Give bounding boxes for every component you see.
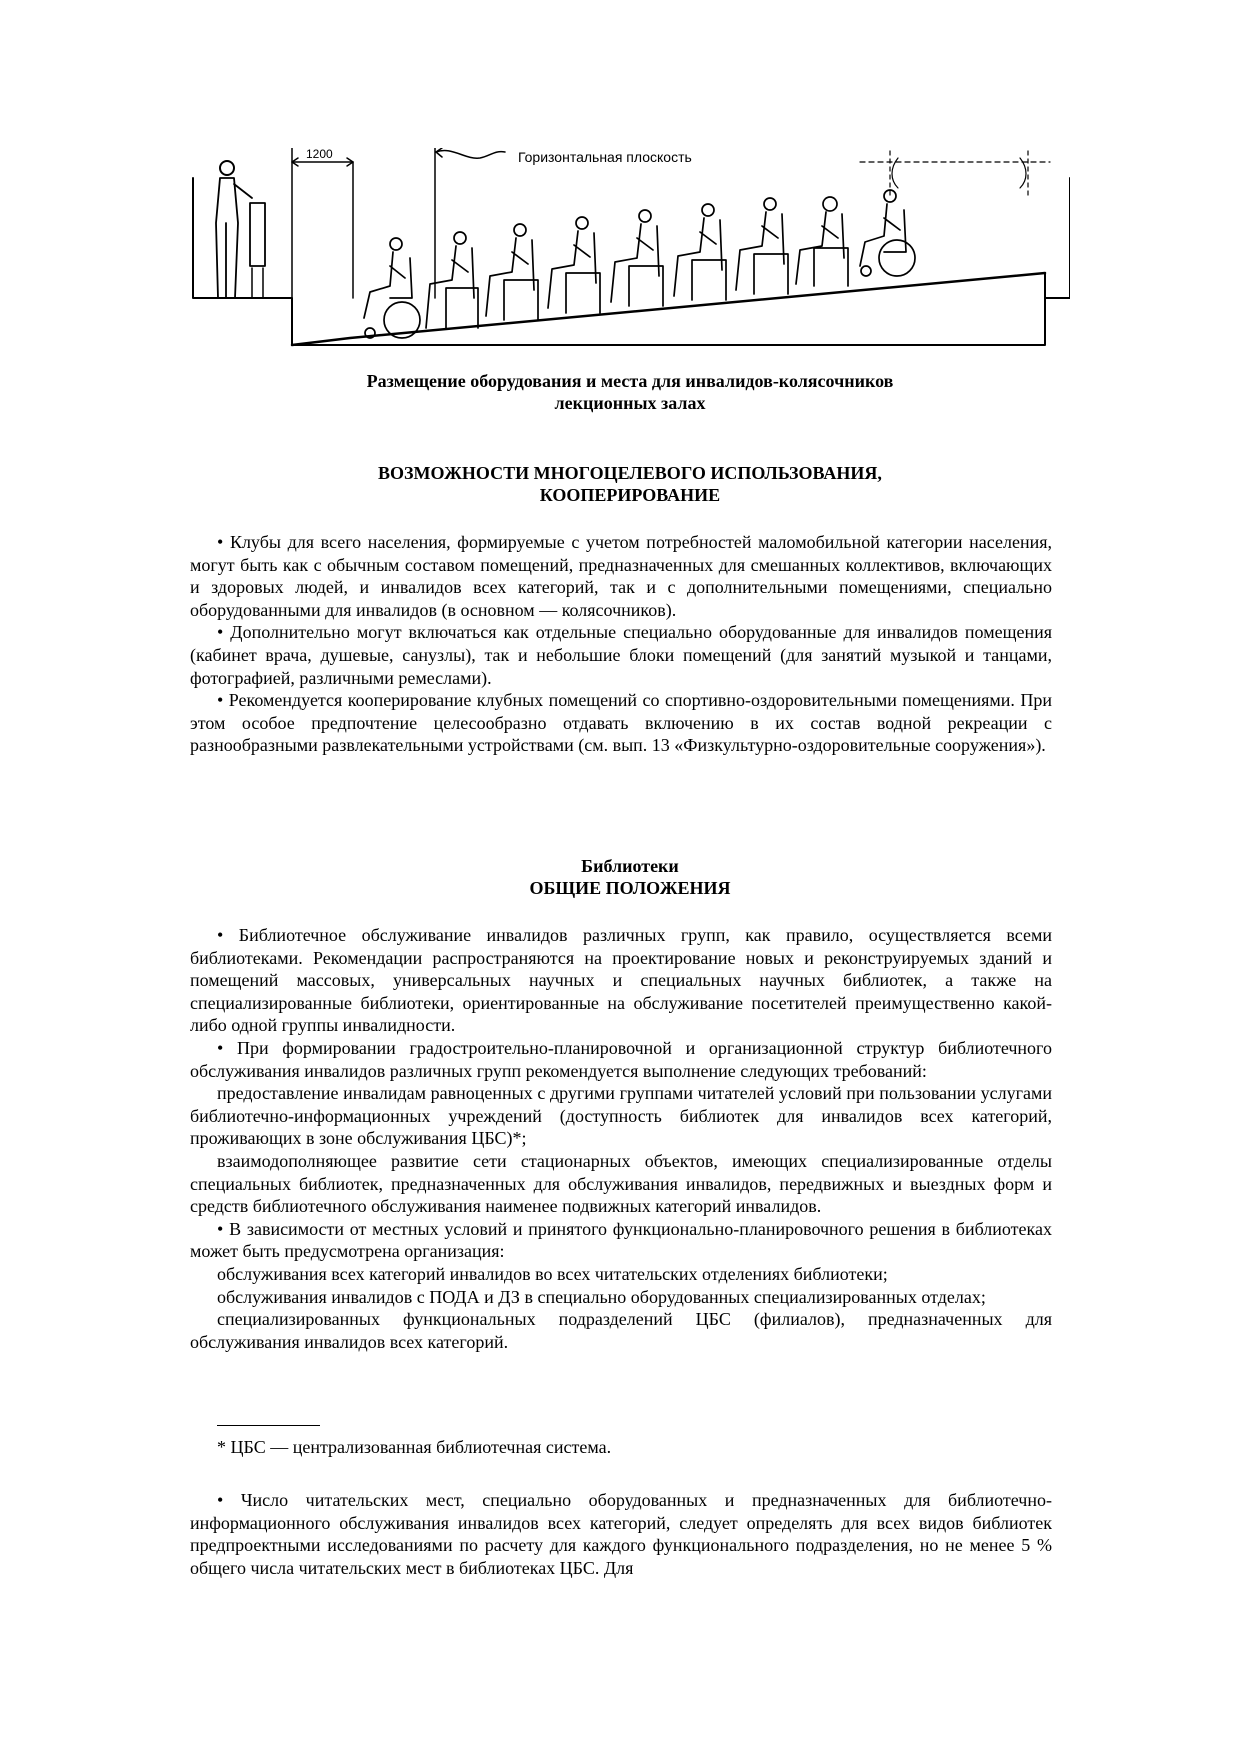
paragraph: предоставление инвалидам равноценных с другими группами читателей условий при пользовании услугами библиотечно-информационных учреждений (доступность библиотек для инвалидов всех категорий, проживающих в зоне обслуживания ЦБС)*; bbox=[190, 1083, 1052, 1149]
section2-body bbox=[190, 924, 1052, 1353]
footnote-text: * ЦБС — централизованная библиотечная система. bbox=[217, 1437, 612, 1457]
figure-caption bbox=[190, 370, 1070, 414]
section1-heading bbox=[190, 462, 1070, 506]
speaker-head bbox=[220, 161, 234, 175]
lecture-hall-figure bbox=[190, 148, 1070, 348]
section1-body bbox=[190, 531, 1052, 757]
footnote-rule bbox=[217, 1425, 320, 1426]
hall-right-wall bbox=[1045, 178, 1070, 298]
section1-heading-line2: КООПЕРИРОВАНИЕ bbox=[539, 485, 721, 505]
plane-label: Горизонтальная плоскость bbox=[518, 149, 692, 165]
ramped-floor bbox=[292, 273, 1045, 345]
section2-heading-line1: Библиотеки bbox=[581, 856, 679, 876]
paragraph: специализированных функциональных подразделений ЦБС (филиалов), предназначенных для обслуживания инвалидов всех категорий. bbox=[190, 1309, 1052, 1352]
lectern bbox=[250, 203, 265, 266]
section1-heading-line1: ВОЗМОЖНОСТИ МНОГОЦЕЛЕВОГО ИСПОЛЬЗОВАНИЯ, bbox=[378, 463, 882, 483]
section2-continuation bbox=[190, 1489, 1052, 1579]
footnote bbox=[190, 1425, 1052, 1458]
paragraph: • При формировании градостроительно-планировочной и организационной структур библиотечного обслуживания инвалидов различных групп рекомендуется выполнение следующих требований: bbox=[190, 1037, 1052, 1081]
dimension-label: 1200 bbox=[306, 148, 333, 161]
paragraph: • Клубы для всего населения, формируемые с учетом потребностей маломобильной категории населения, могут быть как с обычным составом помещений, предназначенных для смешанных коллективов, включающих и здоровых людей, и инвалидов всех категорий, так и с дополнительными помещениями, специально оборудованными для инвалидов (в основном — колясочников). bbox=[190, 532, 1052, 620]
speaker-body bbox=[216, 178, 252, 298]
paragraph: • Библиотечное обслуживание инвалидов различных групп, как правило, осуществляется всеми библиотеками. Рекомендации распространяются на проектирование новых и реконструируемых зданий и помещений массовых, универсальных научных и специальных научных библиотек, а также на специализированные библиотеки, ориентированные на обслуживание посетителей преимущественно какой-либо одной группы инвалидности. bbox=[190, 925, 1052, 1036]
figure-caption-line2: лекционных залах bbox=[554, 393, 706, 413]
paragraph: взаимодополняющее развитие сети стационарных объектов, имеющих специализированные отделы специальных библиотек, предназначенных для обслуживания инвалидов, передвижных и выездных форм и средств библиотечного обслуживания наименее подвижных категорий инвалидов. bbox=[190, 1150, 1052, 1217]
paragraph: • Число читательских мест, специально оборудованных и предназначенных для библиотечно-информационного обслуживания инвалидов всех категорий, следует определять для всех видов библиотек предпроектными исследованиями по расчету для каждого функционального подразделения, но не менее 5 % общего числа читательских мест в библиотеках ЦБС. Для bbox=[190, 1490, 1052, 1578]
lecture-hall-drawing bbox=[190, 148, 1070, 348]
paragraph: обслуживания инвалидов с ПОДА и ДЗ в специально оборудованных специализированных отделах; bbox=[217, 1286, 986, 1307]
paragraph: • Дополнительно могут включаться как отдельные специально оборудованные для инвалидов помещения (кабинет врача, душевые, санузлы), так и небольшие блоки помещений (для занятий музыкой и танцами, фотографией, различными ремеслами). bbox=[190, 622, 1052, 688]
paragraph: обслуживания всех категорий инвалидов во всех читательских отделениях библиотеки; bbox=[217, 1263, 888, 1284]
section2-heading bbox=[190, 855, 1070, 899]
paragraph: • В зависимости от местных условий и принятого функционально-планировочного решения в библиотеках может быть предусмотрена организация: bbox=[190, 1218, 1052, 1262]
section2-heading-line2: ОБЩИЕ ПОЛОЖЕНИЯ bbox=[529, 878, 731, 898]
figure-caption-line1: Размещение оборудования и места для инвалидов-колясочников bbox=[366, 371, 894, 391]
audience-row bbox=[364, 190, 915, 338]
paragraph: • Рекомендуется кооперирование клубных помещений со спортивно-оздоровительными помещениями. При этом особое предпочтение целесообразно отдавать включению в их состав водной рекреации с разнообразными развлекательными устройствами (см. вып. 13 «Физкультурно-оздоровительные сооружения»). bbox=[190, 690, 1052, 756]
